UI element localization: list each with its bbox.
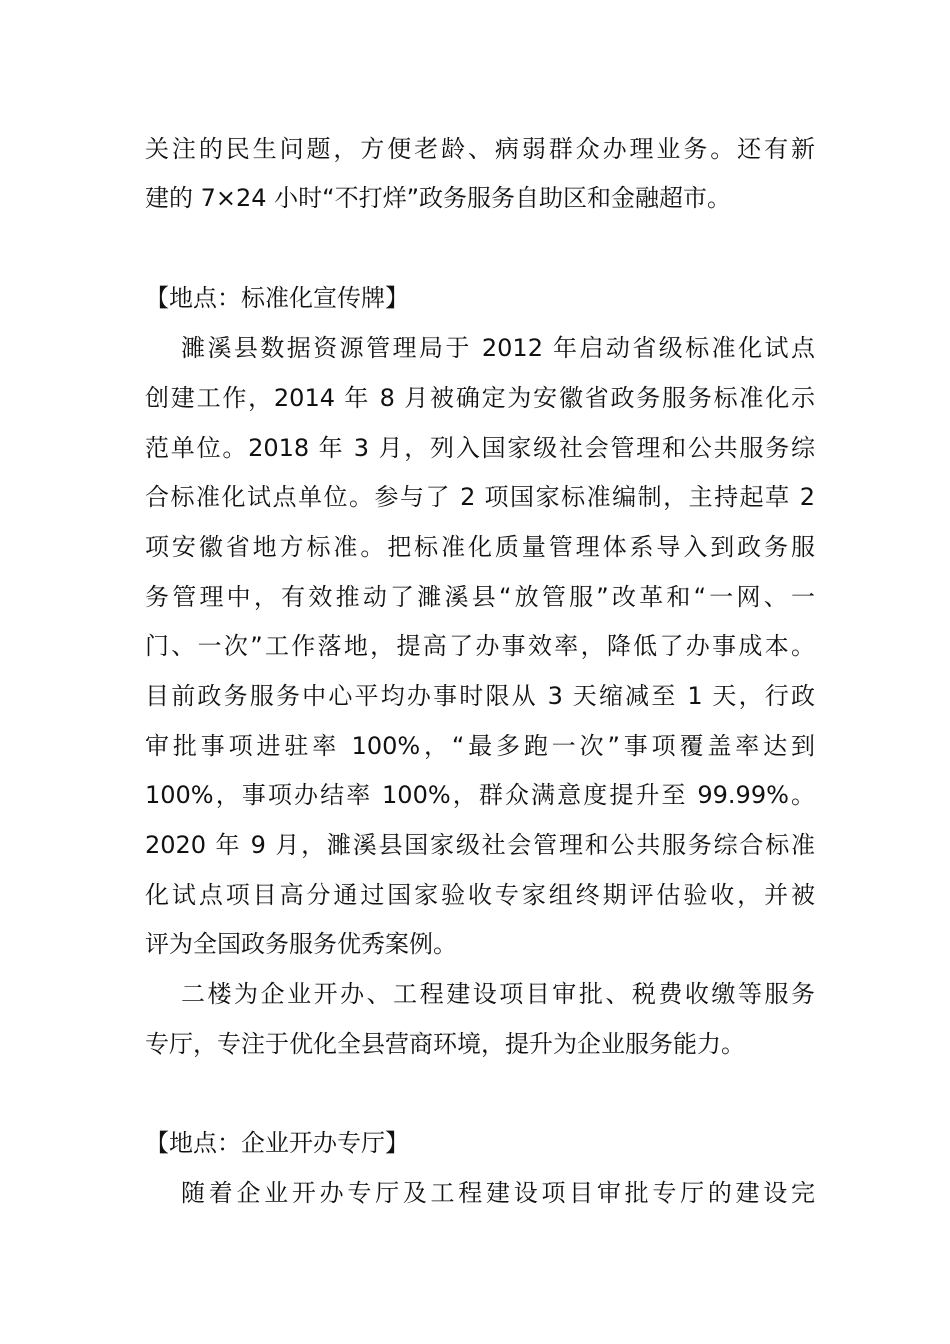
paragraph-line: 合标准化试点单位。参与了 2 项国家标准编制，主持起草 2: [145, 483, 815, 511]
paragraph-line: 门、一次”工作落地，提高了办事效率，降低了办事成本。: [145, 632, 815, 660]
paragraph-line: 项安徽省地方标准。把标准化质量管理体系导入到政务服: [145, 533, 815, 561]
paragraph-line: 专厅，专注于优化全县营商环境，提升为企业服务能力。: [145, 1030, 745, 1058]
paragraph-line: 目前政务服务中心平均办事时限从 3 天缩减至 1 天，行政: [145, 682, 815, 710]
paragraph-line: 务管理中，有效推动了濉溪县“放管服”改革和“一网、一: [145, 583, 815, 611]
section-heading-business-hall: 【地点：企业开办专厅】: [145, 1129, 409, 1157]
paragraph-line: 100%，事项办结率 100%，群众满意度提升至 99.99%。: [145, 781, 815, 809]
paragraph-line: 随着企业开办专厅及工程建设项目审批专厅的建设完: [181, 1179, 815, 1207]
paragraph-line: 二楼为企业开办、工程建设项目审批、税费收缴等服务: [181, 980, 815, 1008]
paragraph-line: 审批事项进驻率 100%，“最多跑一次”事项覆盖率达到: [145, 732, 815, 760]
paragraph-line: 关注的民生问题，方便老龄、病弱群众办理业务。还有新: [145, 135, 815, 163]
paragraph-line: 濉溪县数据资源管理局于 2012 年启动省级标准化试点: [181, 334, 815, 362]
section-heading-standardization: 【地点：标准化宣传牌】: [145, 284, 409, 312]
paragraph-line: 评为全国政务服务优秀案例。: [145, 930, 457, 958]
paragraph-line: 化试点项目高分通过国家验收专家组终期评估验收，并被: [145, 881, 815, 909]
paragraph-line: 创建工作，2014 年 8 月被确定为安徽省政务服务标准化示: [145, 384, 815, 412]
paragraph-line: 2020 年 9 月，濉溪县国家级社会管理和公共服务综合标准: [145, 831, 815, 859]
paragraph-line: 建的 7×24 小时“不打烊”政务服务自助区和金融超市。: [145, 184, 732, 212]
paragraph-line: 范单位。2018 年 3 月，列入国家级社会管理和公共服务综: [145, 434, 815, 462]
